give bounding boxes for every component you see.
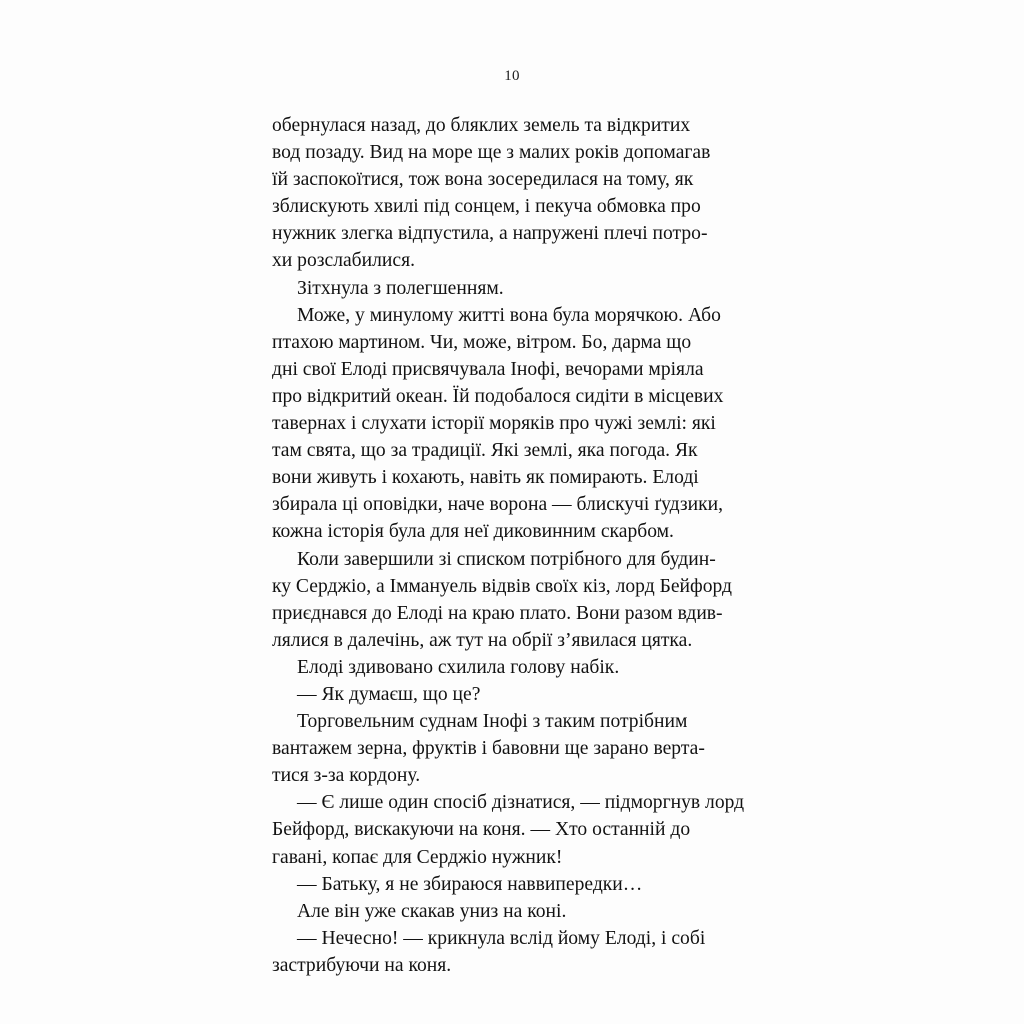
paragraph bbox=[272, 925, 762, 979]
text-line: вод позаду. Вид на море ще з малих років допомагав bbox=[272, 142, 711, 164]
text-line: — Батьку, я не збираюся наввипередки… bbox=[297, 873, 643, 895]
paragraph bbox=[272, 681, 762, 708]
paragraph bbox=[272, 302, 762, 546]
text-line: їй заспокоїтися, тож вона зосередилася на тому, як bbox=[272, 169, 694, 191]
text-line: вантажем зерна, фруктів і бавовни ще зарано верта- bbox=[272, 738, 705, 760]
paragraph bbox=[272, 871, 762, 898]
text-line: гавані, копає для Серджіо нужник! bbox=[272, 846, 563, 868]
text-line: Може, у минулому житті вона була морячкою. Або bbox=[297, 304, 721, 326]
paragraph bbox=[272, 654, 762, 681]
body-text bbox=[272, 112, 762, 979]
text-line: Бейфорд, вискакуючи на коня. — Хто останній до bbox=[272, 819, 691, 841]
text-line: Коли завершили зі списком потрібного для будин- bbox=[297, 548, 716, 570]
text-line: приєднався до Елоді на краю плато. Вони разом вдив- bbox=[272, 602, 723, 624]
text-line: Зітхнула з полегшенням. bbox=[297, 277, 504, 299]
text-line: птахою мартином. Чи, може, вітром. Бо, дарма що bbox=[272, 331, 692, 353]
paragraph bbox=[272, 275, 762, 302]
text-line: тися з-за кордону. bbox=[272, 765, 421, 787]
paragraph bbox=[272, 898, 762, 925]
text-line: зблискують хвилі під сонцем, і пекуча обмовка про bbox=[272, 196, 701, 218]
paragraph bbox=[272, 546, 762, 654]
text-line: лялися в далечінь, аж тут на обрії з’явилася цятка. bbox=[272, 629, 693, 651]
text-line: — Є лише один спосіб дізнатися, — підморгнув лорд bbox=[297, 792, 745, 814]
text-line: кожна історія була для неї диковинним скарбом. bbox=[272, 521, 674, 543]
text-line: обернулася назад, до бляклих земель та відкритих bbox=[272, 115, 691, 136]
text-line: вони живуть і кохають, навіть як помирають. Елоді bbox=[272, 467, 699, 489]
text-line: про відкритий океан. Їй подобалося сидіти в місцевих bbox=[272, 385, 724, 407]
paragraph bbox=[272, 112, 762, 275]
text-line: ку Серджіо, а Іммануель відвів своїх кіз, лорд Бейфорд bbox=[272, 575, 733, 597]
text-line: — Як думаєш, що це? bbox=[297, 683, 481, 705]
text-line: там свята, що за традиції. Які землі, яка погода. Як bbox=[272, 440, 698, 462]
text-line: — Нечесно! — крикнула вслід йому Елоді, і собі bbox=[297, 927, 706, 949]
text-line: Але він уже скакав униз на коні. bbox=[297, 900, 567, 922]
text-line: нужник злегка відпустила, а напружені плечі потро- bbox=[272, 223, 708, 245]
paragraph bbox=[272, 708, 762, 789]
text-line: застрибуючи на коня. bbox=[272, 954, 452, 976]
text-line: Елоді здивовано схилила голову набік. bbox=[297, 656, 620, 678]
text-line: дні свої Елоді присвячувала Інофі, вечорами мріяла bbox=[272, 358, 704, 380]
page-number: 10 bbox=[504, 68, 520, 84]
text-line: тавернах і слухати історії моряків про чужі землі: які bbox=[272, 413, 716, 435]
text-line: збирала ці оповідки, наче ворона — блискучі ґудзики, bbox=[272, 494, 723, 516]
text-line: Торговельним суднам Інофі з таким потрібним bbox=[297, 711, 688, 733]
text-line: хи розслабилися. bbox=[272, 250, 416, 272]
paragraph bbox=[272, 789, 762, 870]
